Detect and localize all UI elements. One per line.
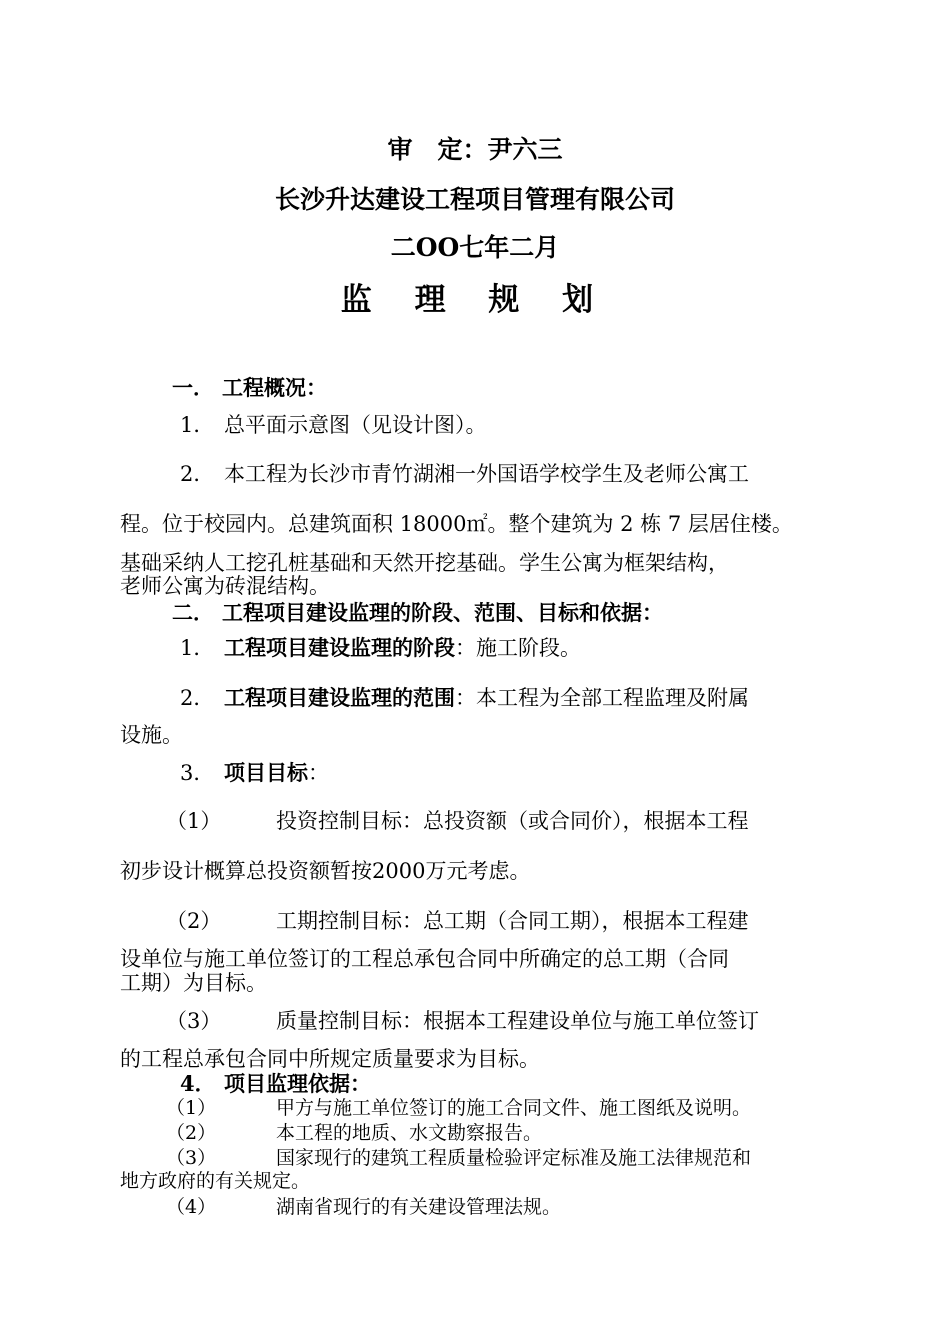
s2-item2-text: ：本工程为全部工程监理及附属 <box>455 686 749 710</box>
goal1-line1: 投资控制目标：总投资额（或合同价），根据本工程 <box>276 809 749 833</box>
basis3-line2: 地方政府的有关规定。 <box>120 1170 311 1192</box>
s1-item2-line1: 本工程为长沙市青竹湖湘一外国语学校学生及老师公寓工 <box>224 462 749 486</box>
s2-item2-number: 2． <box>180 686 215 710</box>
s1-item2-line4: 老师公寓为砖混结构。 <box>120 574 330 598</box>
document-title: 监 理 规 划 <box>340 282 610 318</box>
basis3-line1: 国家现行的建筑工程质量检验评定标准及施工法律规范和 <box>276 1147 752 1169</box>
s1-item2-line3: 基础采纳人工挖孔桩基础和天然开挖基础。学生公寓为框架结构， <box>120 551 729 575</box>
reviewer-line: 审 定：尹六三 <box>387 135 563 164</box>
s2-item1-text: ：施工阶段。 <box>455 636 581 660</box>
s2-item4-label: 项目监理依据： <box>224 1071 371 1096</box>
s2-item1-label: 工程项目建设监理的阶段 <box>224 635 455 660</box>
company-name: 长沙升达建设工程项目管理有限公司 <box>274 185 675 214</box>
s2-item2-line <box>224 685 749 711</box>
basis2-text: 本工程的地质、水文勘察报告。 <box>276 1122 543 1144</box>
basis1-number: （1） <box>166 1097 217 1119</box>
basis4-number: （4） <box>166 1196 217 1218</box>
s2-item3-colon: ： <box>308 761 329 785</box>
goal3-line1: 质量控制目标：根据本工程建设单位与施工单位签订 <box>276 1009 759 1033</box>
document-date: 二OO七年二月 <box>390 233 560 262</box>
s2-item2-line2: 设施。 <box>120 723 183 747</box>
s2-item3-label: 项目目标 <box>224 760 308 785</box>
s2-item3-number: 3． <box>180 761 215 785</box>
section-1-number: 一． <box>172 375 214 400</box>
s1-item2-line2: 程。位于校园内。总建筑面积 18000㎡。整个建筑为 2 栋 7 层居住楼。 <box>120 512 793 536</box>
goal3-line2: 的工程总承包合同中所规定质量要求为目标。 <box>120 1047 540 1071</box>
s1-item1-number: 1． <box>180 413 215 437</box>
basis4-text: 湖南省现行的有关建设管理法规。 <box>276 1196 562 1218</box>
s1-item2-number: 2． <box>180 462 215 486</box>
goal2-line3: 工期）为目标。 <box>120 971 267 995</box>
s1-item1-text: 总平面示意图（见设计图）。 <box>224 413 487 437</box>
s2-item1-number: 1． <box>180 636 215 660</box>
basis2-number: （2） <box>166 1122 217 1144</box>
basis3-number: （3） <box>166 1147 217 1169</box>
goal2-line1: 工期控制目标：总工期（合同工期），根据本工程建 <box>276 909 749 933</box>
s2-item2-label: 工程项目建设监理的范围 <box>224 685 455 710</box>
goal1-number: （1） <box>166 809 222 833</box>
section-1-title: 工程概况： <box>222 375 327 400</box>
s2-item4-number: 4． <box>180 1071 216 1096</box>
goal2-number: （2） <box>166 909 222 933</box>
s2-item1-line <box>224 635 581 661</box>
basis1-text: 甲方与施工单位签订的施工合同文件、施工图纸及说明。 <box>276 1097 752 1119</box>
goal2-line2: 设单位与施工单位签订的工程总承包合同中所确定的总工期（合同 <box>120 947 729 971</box>
s2-item3-heading <box>224 760 329 786</box>
section-2-number: 二． <box>172 600 214 625</box>
goal3-number: （3） <box>166 1009 222 1033</box>
goal1-line2: 初步设计概算总投资额暂按2000万元考虑。 <box>120 859 531 883</box>
section-2-title: 工程项目建设监理的阶段、范围、目标和依据： <box>222 600 663 625</box>
